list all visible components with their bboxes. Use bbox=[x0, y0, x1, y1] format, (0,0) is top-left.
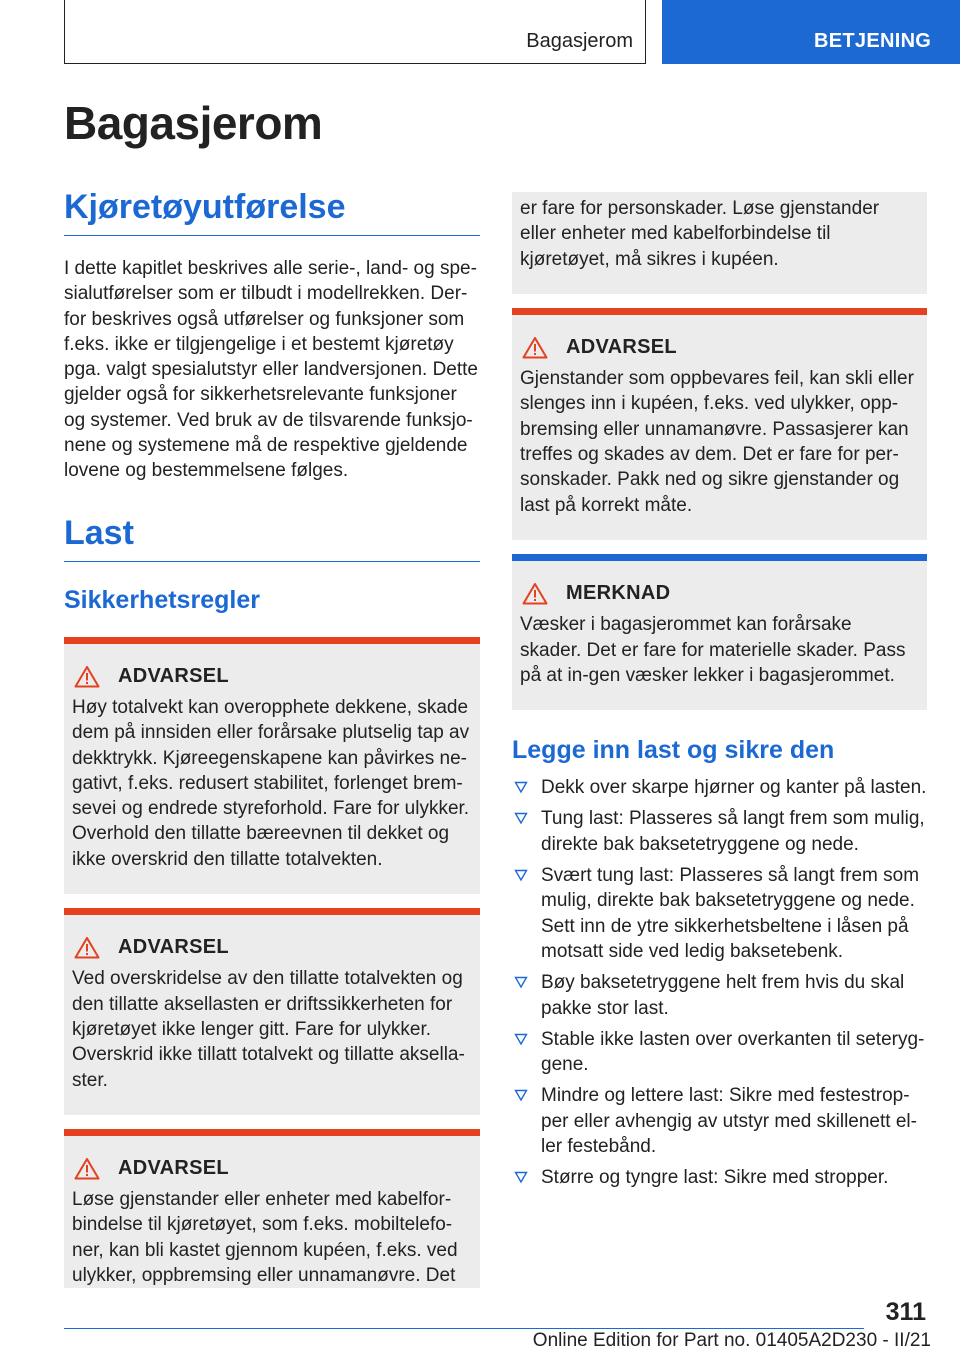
bullet-triangle-icon bbox=[514, 811, 528, 825]
warning-continuation-box bbox=[512, 192, 927, 294]
note-header bbox=[512, 561, 927, 606]
note-triangle-icon bbox=[522, 582, 548, 605]
bullet-triangle-icon bbox=[514, 975, 528, 989]
heading-loading-securing: Legge inn last og sikre den bbox=[512, 736, 835, 765]
footer-edition-text: Online Edition for Part no. 01405A2D230 - II/21 bbox=[532, 1330, 931, 1351]
list-item bbox=[512, 1083, 927, 1159]
warning-triangle-icon bbox=[522, 336, 548, 359]
list-item-text: Bøy baksetetryggene helt frem hvis du skal pakke stor last. bbox=[541, 972, 905, 1019]
list-item-text: Dekk over skarpe hjørner og kanter på lasten. bbox=[541, 777, 927, 799]
warning-label: ADVARSEL bbox=[118, 1156, 229, 1179]
header-chapter-label: BETJENING bbox=[814, 30, 932, 52]
warning-continuation-text: er fare for personskader. Løse gjenstander eller enheter med kabelforbindelse til kjøretøyet, må sikres i kupéen. bbox=[520, 198, 880, 270]
warning-box bbox=[64, 637, 480, 894]
intro-paragraph: I dette kapitlet beskrives alle serie-, land- og spe-sialutførelser som er tilbudt i modellrekken. Der-for beskrives også utførelser og funksjoner som f.eks. ikke er tilgjengelige i et bestemt kjøretøy pga. valgt spesialutstyr eller landversjonen. Dette gjelder også for sikkerhetsrelevante funksjoner og systemer. Ved bruk av de tilsvarende funksjo-nene og systemene må de respektive gjeldende lovene og bestemmelsene følges. bbox=[64, 258, 479, 482]
bullet-triangle-icon bbox=[514, 1088, 528, 1102]
warning-header bbox=[64, 644, 480, 689]
bullet-triangle-icon bbox=[514, 780, 528, 794]
warning-header bbox=[512, 315, 927, 360]
left-column bbox=[64, 188, 480, 1288]
warning-triangle-icon bbox=[74, 936, 100, 959]
list-item bbox=[512, 970, 927, 1021]
list-item bbox=[512, 863, 927, 964]
warning-text: Gjenstander som oppbevares feil, kan skli eller slenges inn i kupéen, f.eks. ved ulykker, opp-bremsing eller unnamanøvre. Passasjerer kan treffes og skades av dem. Det er fare for per-sonskader. Pakk ned og sikre gjenstander og last på korrekt måte. bbox=[520, 368, 914, 516]
note-text: Væsker i bagasjerommet kan forårsake skader. Det er fare for materielle skader. Pass på at in-gen væsker lekker i bagasjerommet. bbox=[520, 614, 906, 686]
heading-safety-rules: Sikkerhetsregler bbox=[64, 585, 260, 614]
warning-header bbox=[64, 915, 480, 960]
warning-text: Ved overskridelse av den tillatte totalvekten og den tillatte aksellasten er driftssikkerheten for kjøretøyet ikke lenger gitt. Fare for ulykker. Overskrid ikke tillatt totalvekt og tillatte aksella-ster. bbox=[72, 968, 465, 1091]
note-box bbox=[512, 554, 927, 710]
bullet-triangle-icon bbox=[514, 1032, 528, 1046]
bullet-triangle-icon bbox=[514, 1170, 528, 1184]
warning-label: ADVARSEL bbox=[566, 335, 677, 358]
page-title: Bagasjerom bbox=[64, 97, 323, 149]
list-item-text: Mindre og lettere last: Sikre med festestrop-per eller avhengig av utstyr med skillenett el-ler festebånd. bbox=[541, 1085, 917, 1158]
list-item bbox=[512, 775, 927, 800]
list-item-text: Svært tung last: Plasseres så langt frem som mulig, direkte bak baksetetryggene og nede. Sett inn de ytre sikkerhetsbeltene i låsen på motsatt side ved ledig baksetebenk. bbox=[541, 865, 920, 962]
list-item bbox=[512, 806, 927, 857]
warning-label: ADVARSEL bbox=[118, 936, 229, 959]
header-chapter-tab bbox=[662, 0, 960, 64]
page-number: 311 bbox=[885, 1298, 926, 1326]
right-column bbox=[512, 192, 927, 1197]
loading-instructions-list bbox=[512, 775, 927, 1190]
header-section-box bbox=[64, 0, 646, 64]
list-item-text: Større og tyngre last: Sikre med stropper. bbox=[541, 1167, 889, 1189]
heading-vehicle-version: Kjøretøyutførelse bbox=[64, 188, 480, 236]
list-item bbox=[512, 1165, 927, 1190]
warning-text: Høy totalvekt kan overopphete dekkene, skade dem på innsiden eller forårsake plutselig tap av dekktrykk. Kjøreegenskapene kan påvirkes ne-gativt, f.eks. redusert stabilitet, forlenget brem-sevei og endrede styreforhold. Fare for ulykker. Overhold den tillatte bæreevnen til dekket og ikke overskrid den tillatte totalvekten. bbox=[72, 696, 470, 870]
list-item-text: Stable ikke lasten over overkanten til seteryg-gene. bbox=[541, 1028, 925, 1076]
heading-load: Last bbox=[64, 514, 480, 562]
footer-rule bbox=[64, 1328, 864, 1329]
warning-triangle-icon bbox=[74, 1157, 100, 1180]
warning-label: ADVARSEL bbox=[118, 664, 229, 687]
header-section-title: Bagasjerom bbox=[526, 30, 633, 52]
warning-box bbox=[512, 308, 927, 540]
warning-header bbox=[64, 1136, 480, 1181]
warning-box bbox=[64, 1129, 480, 1288]
list-item-text: Tung last: Plasseres så langt frem som mulig, direkte bak baksetetryggene og nede. bbox=[541, 808, 925, 855]
warning-triangle-icon bbox=[74, 665, 100, 688]
list-item bbox=[512, 1027, 927, 1078]
warning-box bbox=[64, 908, 480, 1115]
warning-text: Løse gjenstander eller enheter med kabelfor-bindelse til kjøretøyet, som f.eks. mobiltelefo-ner, kan bli kastet gjennom kupéen, f.eks. ved ulykker, oppbremsing eller unnamanøvre. Det bbox=[72, 1189, 458, 1287]
note-label: MERKNAD bbox=[566, 581, 671, 604]
bullet-triangle-icon bbox=[514, 868, 528, 882]
